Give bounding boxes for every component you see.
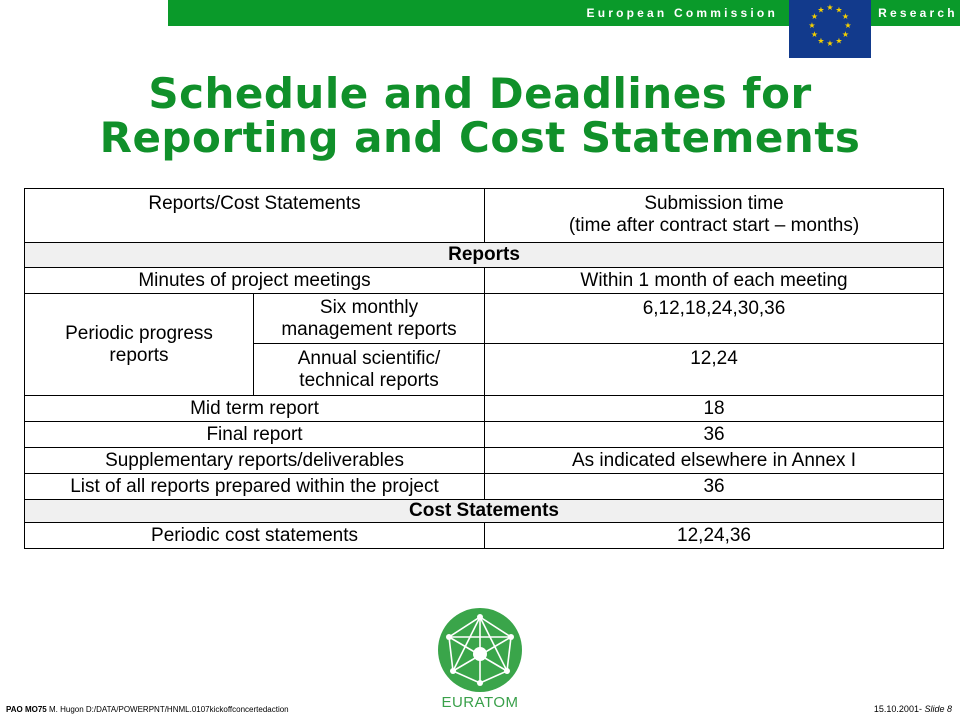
sub-item-six-monthly bbox=[254, 294, 485, 344]
footer-date: 15.10.2001- bbox=[873, 704, 922, 714]
banner-research-area bbox=[876, 0, 960, 26]
banner-commission-text: European Commission bbox=[586, 6, 778, 20]
periodic-progress-label bbox=[25, 294, 254, 396]
row-item: Minutes of project meetings bbox=[25, 268, 485, 294]
footer-right bbox=[874, 704, 952, 714]
header-submission-line1: Submission time bbox=[644, 193, 784, 214]
periodic-label-line2: reports bbox=[109, 344, 169, 366]
svg-text:★: ★ bbox=[810, 30, 819, 39]
svg-text:★: ★ bbox=[844, 21, 852, 30]
slide-title-line1: Schedule and Deadlines for bbox=[148, 69, 812, 118]
row-item: Supplementary reports/deliverables bbox=[25, 448, 485, 474]
row-time: 12,24 bbox=[485, 344, 944, 396]
table-row bbox=[25, 523, 944, 549]
sub-item-annual bbox=[254, 344, 485, 396]
header-submission-line2: (time after contract start – months) bbox=[568, 215, 860, 236]
sub-item-line1: Annual scientific/ bbox=[297, 347, 441, 369]
slide-title-line2: Reporting and Cost Statements bbox=[99, 113, 861, 162]
table-header-row bbox=[25, 189, 944, 243]
header-submission-time bbox=[485, 189, 944, 243]
row-time: 36 bbox=[485, 422, 944, 448]
svg-text:★: ★ bbox=[835, 5, 843, 15]
footer-path: M. Hugon D:/DATA/POWERPNT/HNML.0107kickoffconcertedaction bbox=[48, 705, 289, 714]
svg-text:★: ★ bbox=[817, 5, 825, 15]
table-row bbox=[25, 448, 944, 474]
schedule-table bbox=[24, 188, 944, 549]
table-row bbox=[25, 396, 944, 422]
row-item: Final report bbox=[25, 422, 485, 448]
eu-flag-svg bbox=[789, 0, 871, 58]
svg-text:★: ★ bbox=[841, 12, 850, 21]
euratom-logo-icon bbox=[437, 607, 523, 693]
periodic-label-line1: Periodic progress bbox=[65, 322, 213, 344]
section-cost-label: Cost Statements bbox=[25, 500, 944, 523]
banner-research-text: Research bbox=[878, 6, 958, 20]
row-item: Periodic cost statements bbox=[25, 523, 485, 549]
section-reports-label: Reports bbox=[25, 243, 944, 268]
header-reports-cost: Reports/Cost Statements bbox=[25, 189, 485, 243]
section-row-cost bbox=[25, 500, 944, 523]
svg-text:★: ★ bbox=[826, 39, 834, 48]
row-time: 36 bbox=[485, 474, 944, 500]
table-row bbox=[25, 294, 944, 344]
row-time: 18 bbox=[485, 396, 944, 422]
table-row bbox=[25, 422, 944, 448]
sub-item-line2: management reports bbox=[281, 318, 457, 340]
footer-slide-number: Slide 8 bbox=[924, 704, 952, 714]
sub-item-line2: technical reports bbox=[299, 369, 439, 391]
sub-item-line1: Six monthly bbox=[319, 296, 419, 318]
svg-text:★: ★ bbox=[826, 3, 834, 12]
row-time: 6,12,18,24,30,36 bbox=[485, 294, 944, 344]
row-time: Within 1 month of each meeting bbox=[485, 268, 944, 294]
footer-code: PAO MO75 bbox=[6, 705, 47, 714]
slide-title bbox=[0, 69, 960, 162]
euratom-logo-text: EURATOM bbox=[441, 694, 519, 711]
eu-flag-icon bbox=[789, 0, 871, 58]
svg-text:★: ★ bbox=[808, 21, 816, 30]
footer-left bbox=[6, 705, 289, 714]
section-row-reports bbox=[25, 243, 944, 268]
row-item: Mid term report bbox=[25, 396, 485, 422]
svg-text:★: ★ bbox=[817, 36, 825, 46]
banner-commission-area bbox=[168, 0, 788, 26]
svg-text:★: ★ bbox=[810, 12, 819, 21]
row-item: List of all reports prepared within the project bbox=[25, 474, 485, 500]
table-row bbox=[25, 474, 944, 500]
svg-text:★: ★ bbox=[835, 36, 843, 46]
row-time: As indicated elsewhere in Annex I bbox=[485, 448, 944, 474]
svg-text:★: ★ bbox=[841, 30, 850, 39]
row-time: 12,24,36 bbox=[485, 523, 944, 549]
table-row bbox=[25, 268, 944, 294]
